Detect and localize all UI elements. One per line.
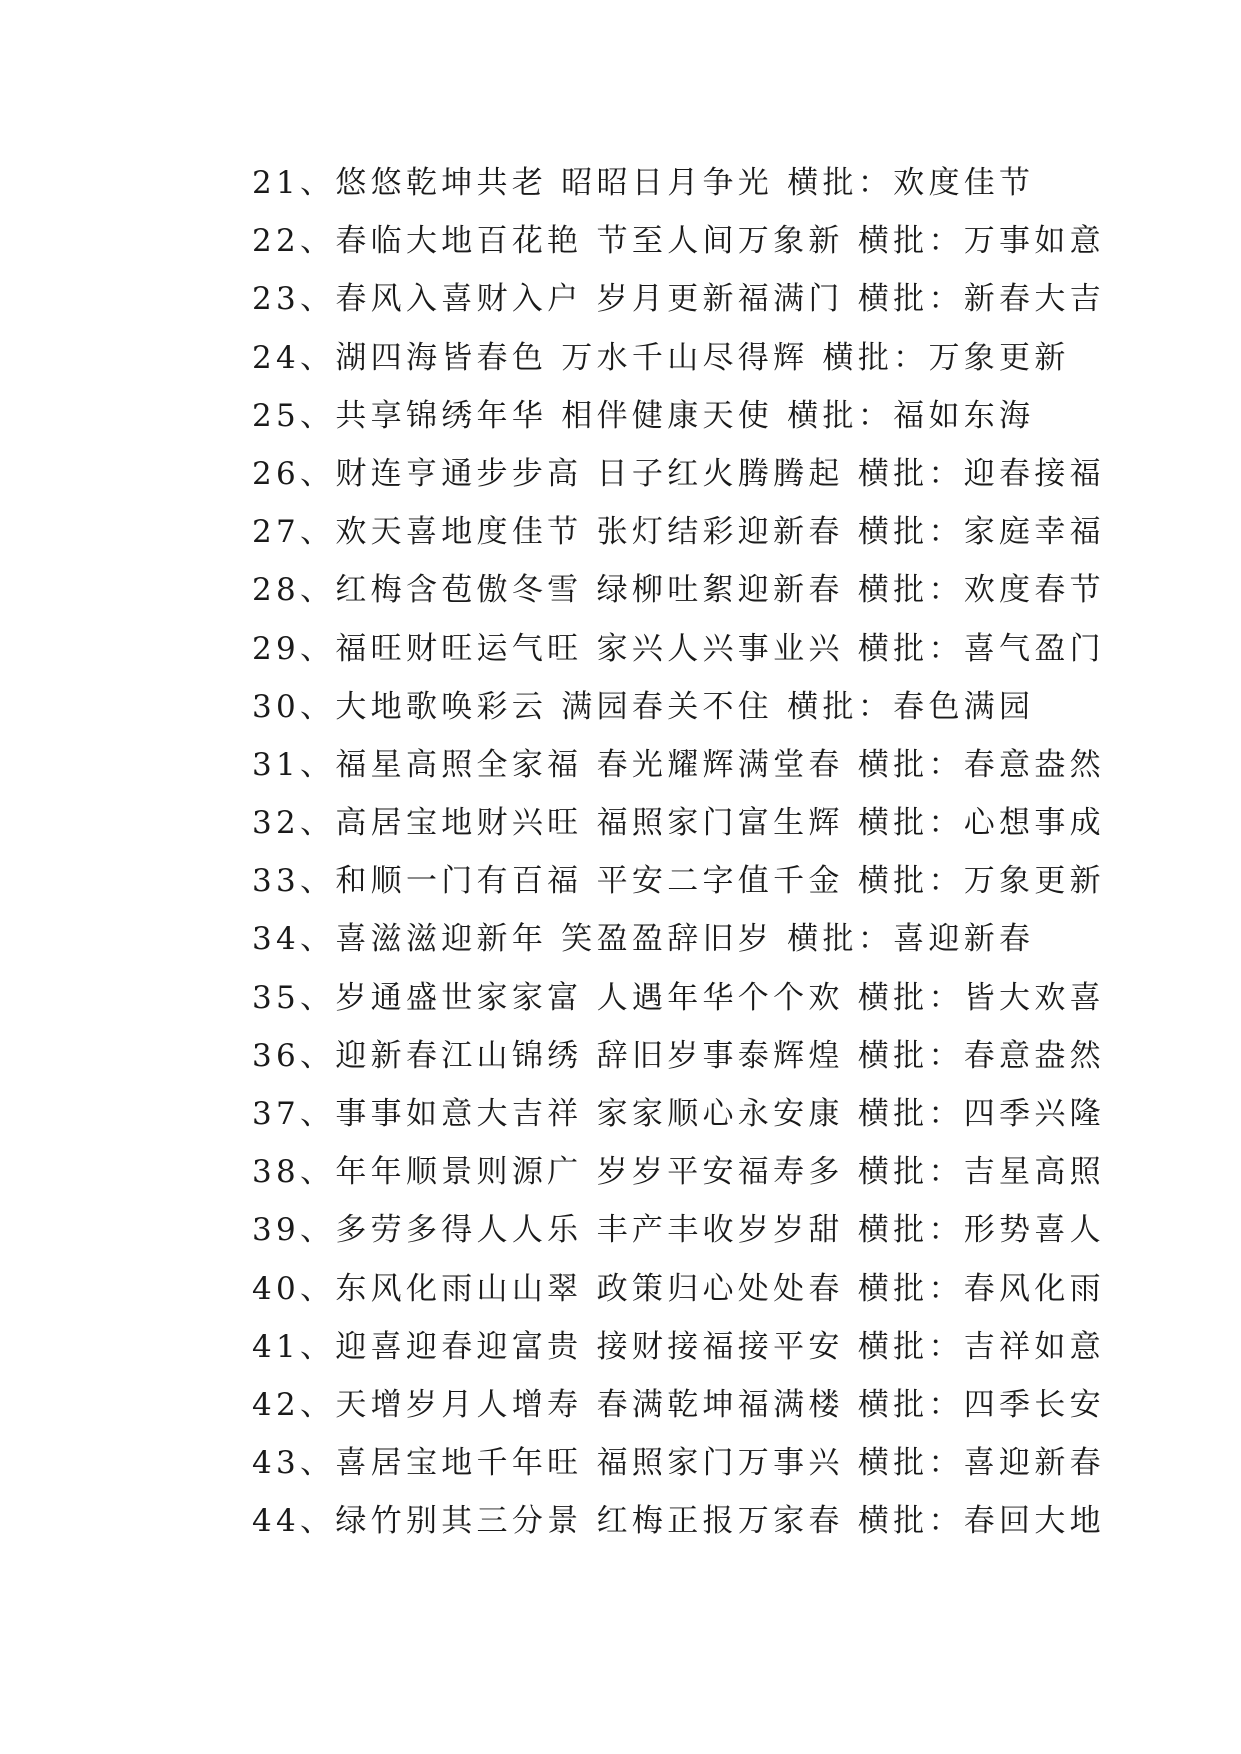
couplet-line-40: 40、东风化雨山山翠 政策归心处处春 横批：春风化雨	[252, 1270, 1105, 1307]
couplet-line-31: 31、福星高照全家福 春光耀辉满堂春 横批：春意盎然	[252, 746, 1105, 783]
couplet-line-29: 29、福旺财旺运气旺 家兴人兴事业兴 横批：喜气盈门	[252, 630, 1105, 667]
couplet-list	[252, 154, 1105, 1551]
couplet-line-22: 22、春临大地百花艳 节至人间万象新 横批：万事如意	[252, 223, 1105, 260]
couplet-line-42: 42、天增岁月人增寿 春满乾坤福满楼 横批：四季长安	[252, 1386, 1105, 1423]
couplet-line-37: 37、事事如意大吉祥 家家顺心永安康 横批：四季兴隆	[252, 1096, 1105, 1132]
couplet-line-39: 39、多劳多得人人乐 丰产丰收岁岁甜 横批：形势喜人	[252, 1212, 1105, 1249]
couplet-line-43: 43、喜居宝地千年旺 福照家门万事兴 横批：喜迎新春	[252, 1445, 1105, 1482]
couplet-line-27: 27、欢天喜地度佳节 张灯结彩迎新春 横批：家庭幸福	[252, 514, 1105, 551]
couplet-line-24: 24、湖四海皆春色 万水千山尽得辉 横批：万象更新	[252, 339, 1070, 376]
couplet-line-41: 41、迎喜迎春迎富贵 接财接福接平安 横批：吉祥如意	[252, 1328, 1105, 1365]
couplet-line-38: 38、年年顺景则源广 岁岁平安福寿多 横批：吉星高照	[252, 1154, 1105, 1191]
couplet-line-21: 21、悠悠乾坤共老 昭昭日月争光 横批：欢度佳节	[252, 165, 1035, 201]
couplet-line-34: 34、喜滋滋迎新年 笑盈盈辞旧岁 横批：喜迎新春	[252, 921, 1035, 958]
couplet-line-30: 30、大地歌唤彩云 满园春关不住 横批：春色满园	[252, 688, 1035, 725]
couplet-line-28: 28、红梅含苞傲冬雪 绿柳吐絮迎新春 横批：欢度春节	[252, 572, 1105, 609]
couplet-line-44: 44、绿竹别其三分景 红梅正报万家春 横批：春回大地	[252, 1503, 1105, 1540]
couplet-line-32: 32、高居宝地财兴旺 福照家门富生辉 横批：心想事成	[252, 805, 1105, 842]
couplet-line-35: 35、岁通盛世家家富 人遇年华个个欢 横批：皆大欢喜	[252, 979, 1105, 1016]
couplet-line-33: 33、和顺一门有百福 平安二字值千金 横批：万象更新	[252, 863, 1105, 900]
couplet-line-25: 25、共享锦绣年华 相伴健康天使 横批：福如东海	[252, 397, 1035, 434]
couplet-line-23: 23、春风入喜财入户 岁月更新福满门 横批：新春大吉	[252, 281, 1105, 318]
couplet-line-36: 36、迎新春江山锦绣 辞旧岁事泰辉煌 横批：春意盎然	[252, 1037, 1105, 1074]
couplet-line-26: 26、财连亨通步步高 日子红火腾腾起 横批：迎春接福	[252, 455, 1105, 492]
